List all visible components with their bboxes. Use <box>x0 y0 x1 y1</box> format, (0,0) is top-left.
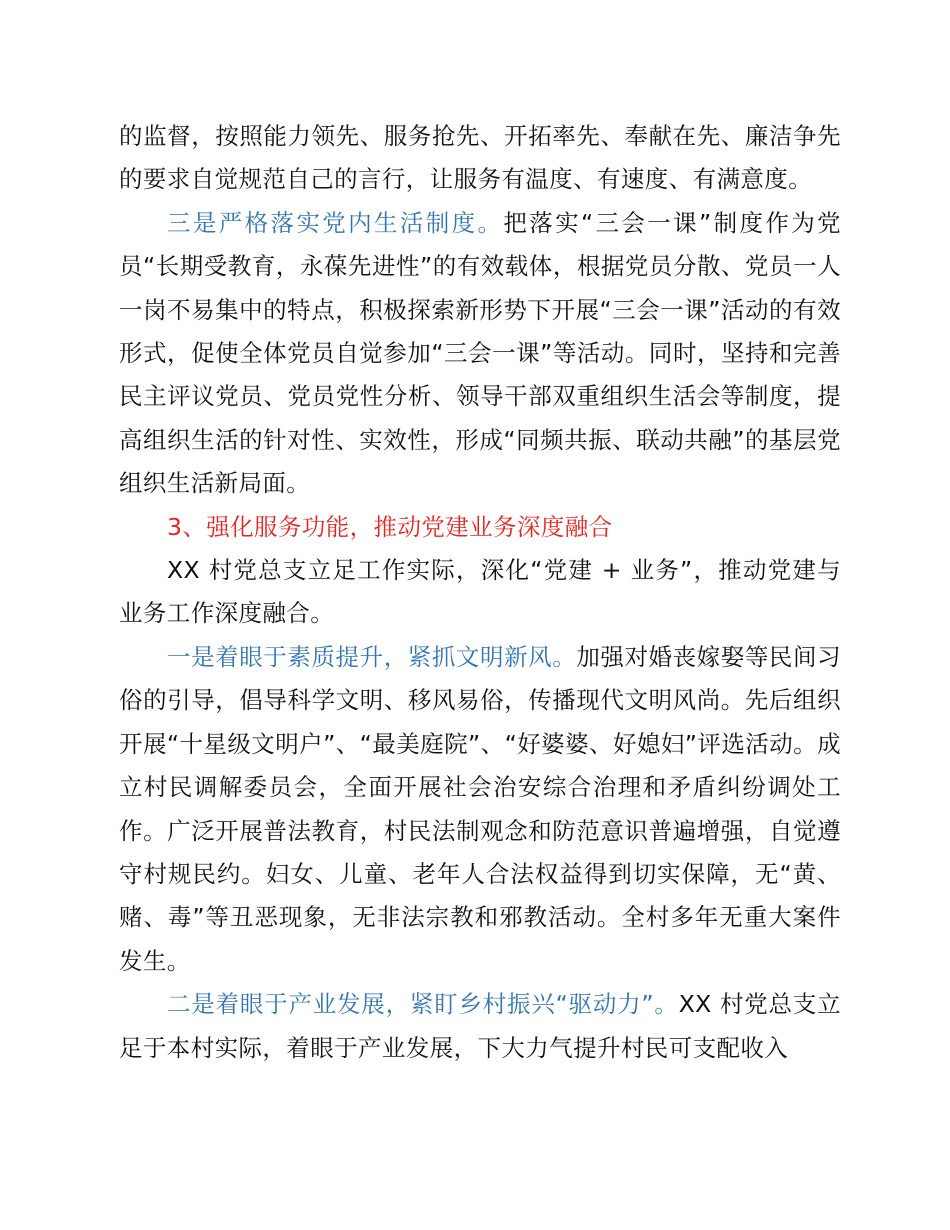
paragraph-lead: 一是着眼于素质提升，紧抓文明新风。 <box>167 642 577 671</box>
paragraph-integration-intro <box>119 549 841 636</box>
paragraph-civilization <box>119 636 841 983</box>
paragraph-lead: 二是着眼于产业发展，紧盯乡村振兴“驱动力”。 <box>167 990 679 1019</box>
paragraph-lead: 三是严格落实党内生活制度。 <box>167 208 504 237</box>
document-page <box>119 115 841 1070</box>
paragraph-body: 的监督，按照能力领先、服务抢先、开拓率先、奉献在先、廉洁争先的要求自觉规范自己的言行，让服务有温度、有速度、有满意度。 <box>119 122 841 194</box>
paragraph-body: 把落实“三会一课”制度作为党员“长期受教育，永葆先进性”的有效载体，根据党员分散、党员一人一岗不易集中的特点，积极探索新形势下开展“三会一课”活动的有效形式，促使全体党员自觉参加“三会一课”等活动。同时，坚持和完善民主评议党员、党员党性分析、领导干部双重组织生活会等制度，提高组织生活的针对性、实效性，形成“同频共振、联动共融”的基层党组织生活新局面。 <box>119 208 841 498</box>
paragraph-party-life-system <box>119 202 841 506</box>
paragraph-industry-development <box>119 983 841 1070</box>
paragraph-supervision <box>119 115 841 202</box>
paragraph-body: XX 村党总支立足于本村实际，着眼于产业发展，下大力气提升村民可支配收入 <box>119 990 841 1062</box>
section-heading: 3、强化服务功能，推动党建业务深度融合 <box>167 512 613 541</box>
paragraph-body: XX 村党总支立足工作实际，深化“党建 + 业务”，推动党建与业务工作深度融合。 <box>119 556 841 628</box>
paragraph-body: 加强对婚丧嫁娶等民间习俗的引导，倡导科学文明、移风易俗，传播现代文明风尚。先后组织开展“十星级文明户”、“最美庭院”、“好婆婆、好媳妇”评选活动。成立村民调解委员会，全面开展社会治安综合治理和矛盾纠纷调处工作。广泛开展普法教育，村民法制观念和防范意识普遍增强，自觉遵守村规民约。妇女、儿童、老年人合法权益得到切实保障，无“黄、赌、毒”等丑恶现象，无非法宗教和邪教活动。全村多年无重大案件发生。 <box>119 642 841 975</box>
